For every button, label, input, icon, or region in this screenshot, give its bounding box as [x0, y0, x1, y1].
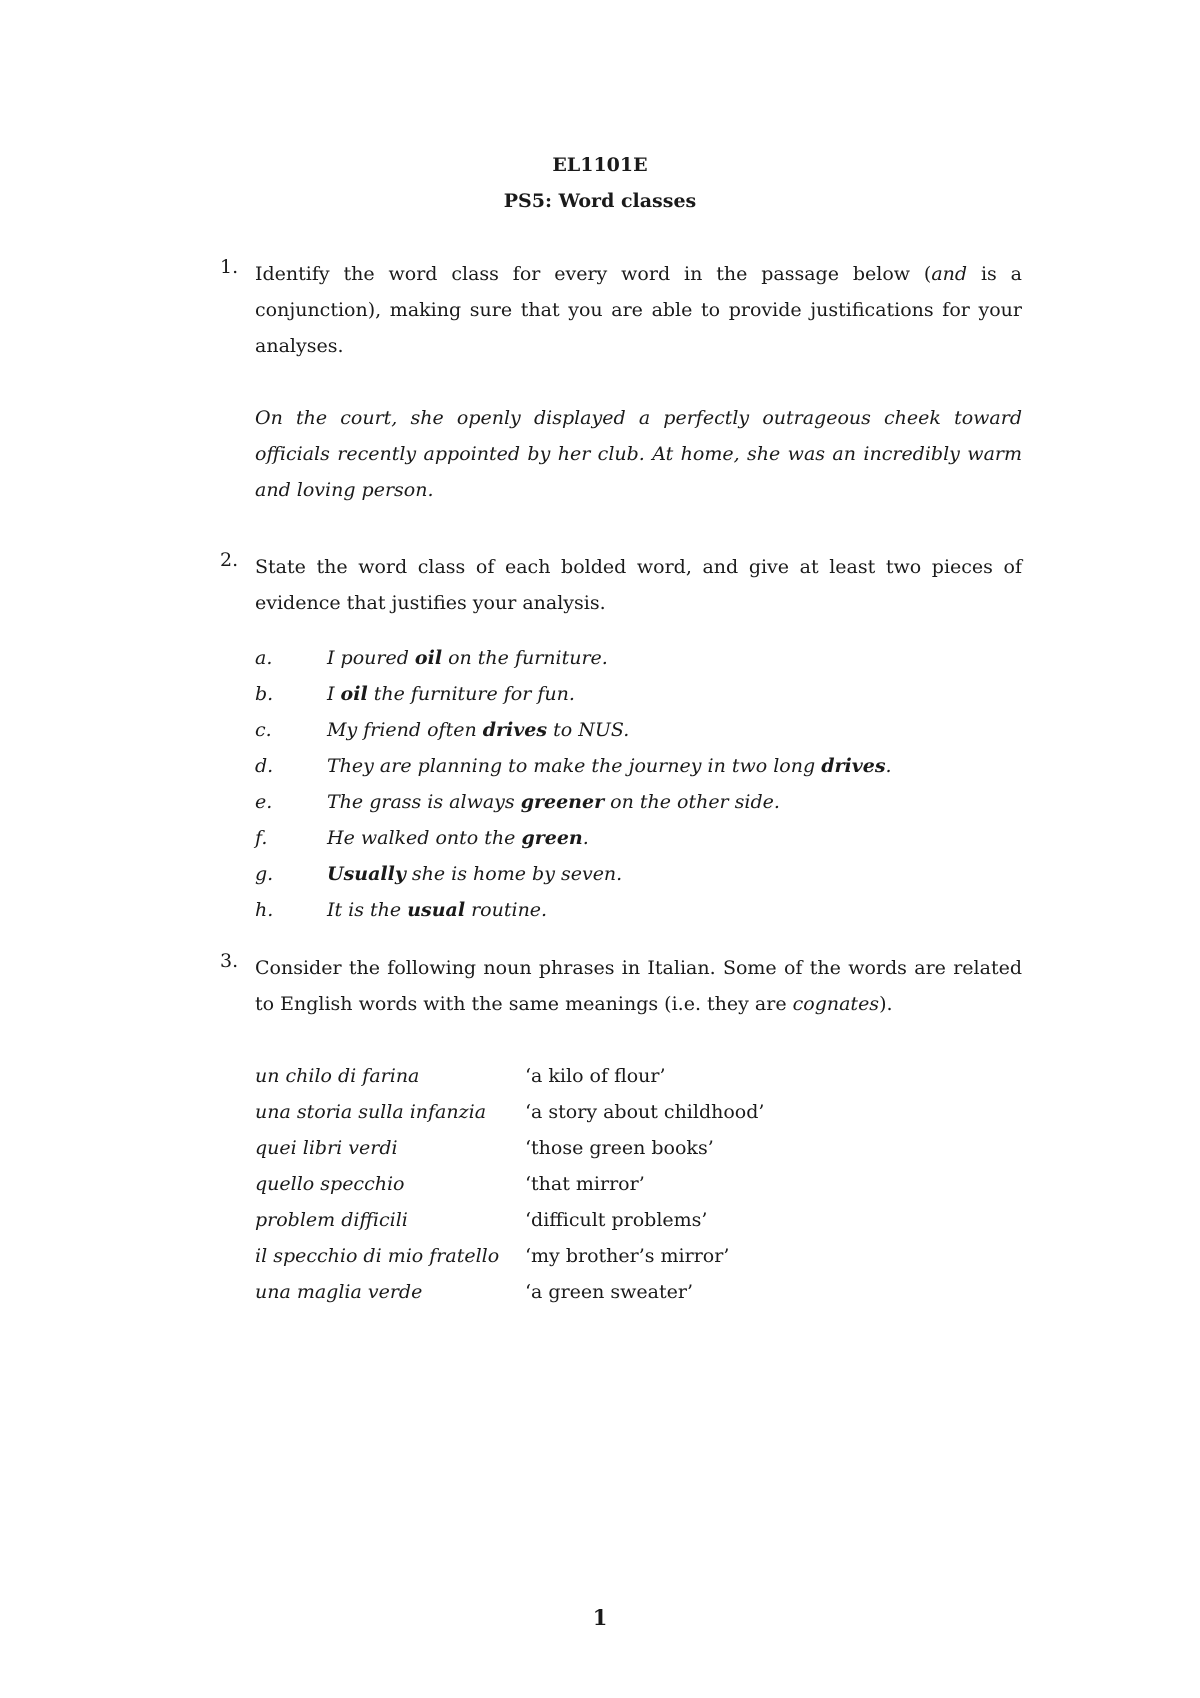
item-letter: g.	[255, 863, 274, 885]
bolded-word: green	[521, 827, 583, 849]
item-letter: h.	[255, 899, 274, 921]
italian-phrase: quello specchio	[255, 1173, 405, 1195]
english-gloss: ‘difficult problems’	[525, 1209, 708, 1231]
phrase-row	[255, 1274, 1022, 1310]
item-letter: b.	[255, 683, 274, 705]
item-letter: f.	[255, 827, 268, 849]
italian-phrase: il specchio di mio fratello	[255, 1245, 500, 1267]
bolded-word: oil	[340, 683, 368, 705]
bolded-word: oil	[414, 647, 443, 669]
question-1	[220, 256, 1022, 508]
phrase-row	[255, 1058, 1022, 1094]
example-sentence	[255, 856, 1022, 892]
question-prompt	[255, 950, 1022, 1022]
sentence-text: It is the usual routine.	[327, 899, 548, 921]
question-prompt	[255, 256, 1022, 364]
sentence-text: Usually she is home by seven.	[327, 863, 623, 885]
example-sentence	[255, 892, 1022, 928]
question-2	[220, 549, 1022, 947]
prompt-text: Identify the word class for every word in the passage below (	[255, 263, 932, 285]
example-sentence	[255, 712, 1022, 748]
example-sentence-list	[255, 640, 1022, 928]
question-number: 2.	[220, 549, 239, 571]
phrase-row	[255, 1094, 1022, 1130]
sentence-text: I poured oil on the furniture.	[327, 647, 608, 669]
question-number: 1.	[220, 256, 239, 278]
example-sentence	[255, 640, 1022, 676]
sentence-text: The grass is always greener on the other side.	[327, 791, 780, 813]
italian-phrase: problem difficili	[255, 1209, 408, 1231]
english-gloss: ‘a green sweater’	[525, 1281, 694, 1303]
question-3	[220, 950, 1022, 1310]
bolded-word: drives	[821, 755, 886, 777]
bolded-word: drives	[482, 719, 548, 741]
item-letter: d.	[255, 755, 274, 777]
english-gloss: ‘that mirror’	[525, 1173, 645, 1195]
english-gloss: ‘a story about childhood’	[525, 1101, 765, 1123]
example-sentence	[255, 748, 1022, 784]
english-gloss: ‘my brother’s mirror’	[525, 1245, 730, 1267]
question-prompt: State the word class of each bolded word, and give at least two pieces of evidence that justifies your analysis.	[255, 556, 1022, 614]
sentence-text: They are planning to make the journey in two long drives.	[327, 755, 892, 777]
phrase-row	[255, 1130, 1022, 1166]
example-sentence	[255, 820, 1022, 856]
sentence-text: I oil the furniture for fun.	[327, 683, 575, 705]
item-letter: c.	[255, 719, 272, 741]
prompt-italic-term: and	[931, 263, 968, 285]
sentence-text: My friend often drives to NUS.	[327, 719, 630, 741]
phrase-row	[255, 1202, 1022, 1238]
italian-phrase: un chilo di farina	[255, 1065, 420, 1087]
prompt-italic-term: cognates	[792, 993, 880, 1015]
phrase-row	[255, 1166, 1022, 1202]
sentence-text: He walked onto the green.	[327, 827, 589, 849]
english-gloss: ‘those green books’	[525, 1137, 714, 1159]
item-letter: a.	[255, 647, 273, 669]
italian-phrase: una maglia verde	[255, 1281, 423, 1303]
italian-phrase: quei libri verdi	[255, 1137, 398, 1159]
prompt-text: is a conjunction), making sure that you are able to provide justifications for your analyses.	[255, 263, 1022, 357]
prompt-text: Consider the following noun phrases in Italian. Some of the words are related to English words with the same meanings (i.e. they are	[255, 957, 1022, 1015]
question-number: 3.	[220, 950, 239, 972]
english-gloss: ‘a kilo of flour’	[525, 1065, 666, 1087]
analysis-passage: On the court, she openly displayed a perfectly outrageous cheek toward officials recently appointed by her club. At home, she was an incredibly warm and loving person.	[255, 407, 1022, 501]
sheet-title: PS5: Word classes	[503, 190, 697, 212]
page-number: 1	[592, 1605, 608, 1630]
italian-phrase-table	[255, 1058, 1022, 1310]
bolded-word: greener	[520, 791, 605, 813]
italian-phrase: una storia sulla infanzia	[255, 1101, 487, 1123]
example-sentence	[255, 676, 1022, 712]
bolded-word: Usually	[327, 863, 406, 885]
course-code: EL1101E	[552, 154, 648, 176]
example-sentence	[255, 784, 1022, 820]
phrase-row	[255, 1238, 1022, 1274]
item-letter: e.	[255, 791, 273, 813]
bolded-word: usual	[407, 899, 466, 921]
prompt-text: ).	[879, 993, 893, 1015]
